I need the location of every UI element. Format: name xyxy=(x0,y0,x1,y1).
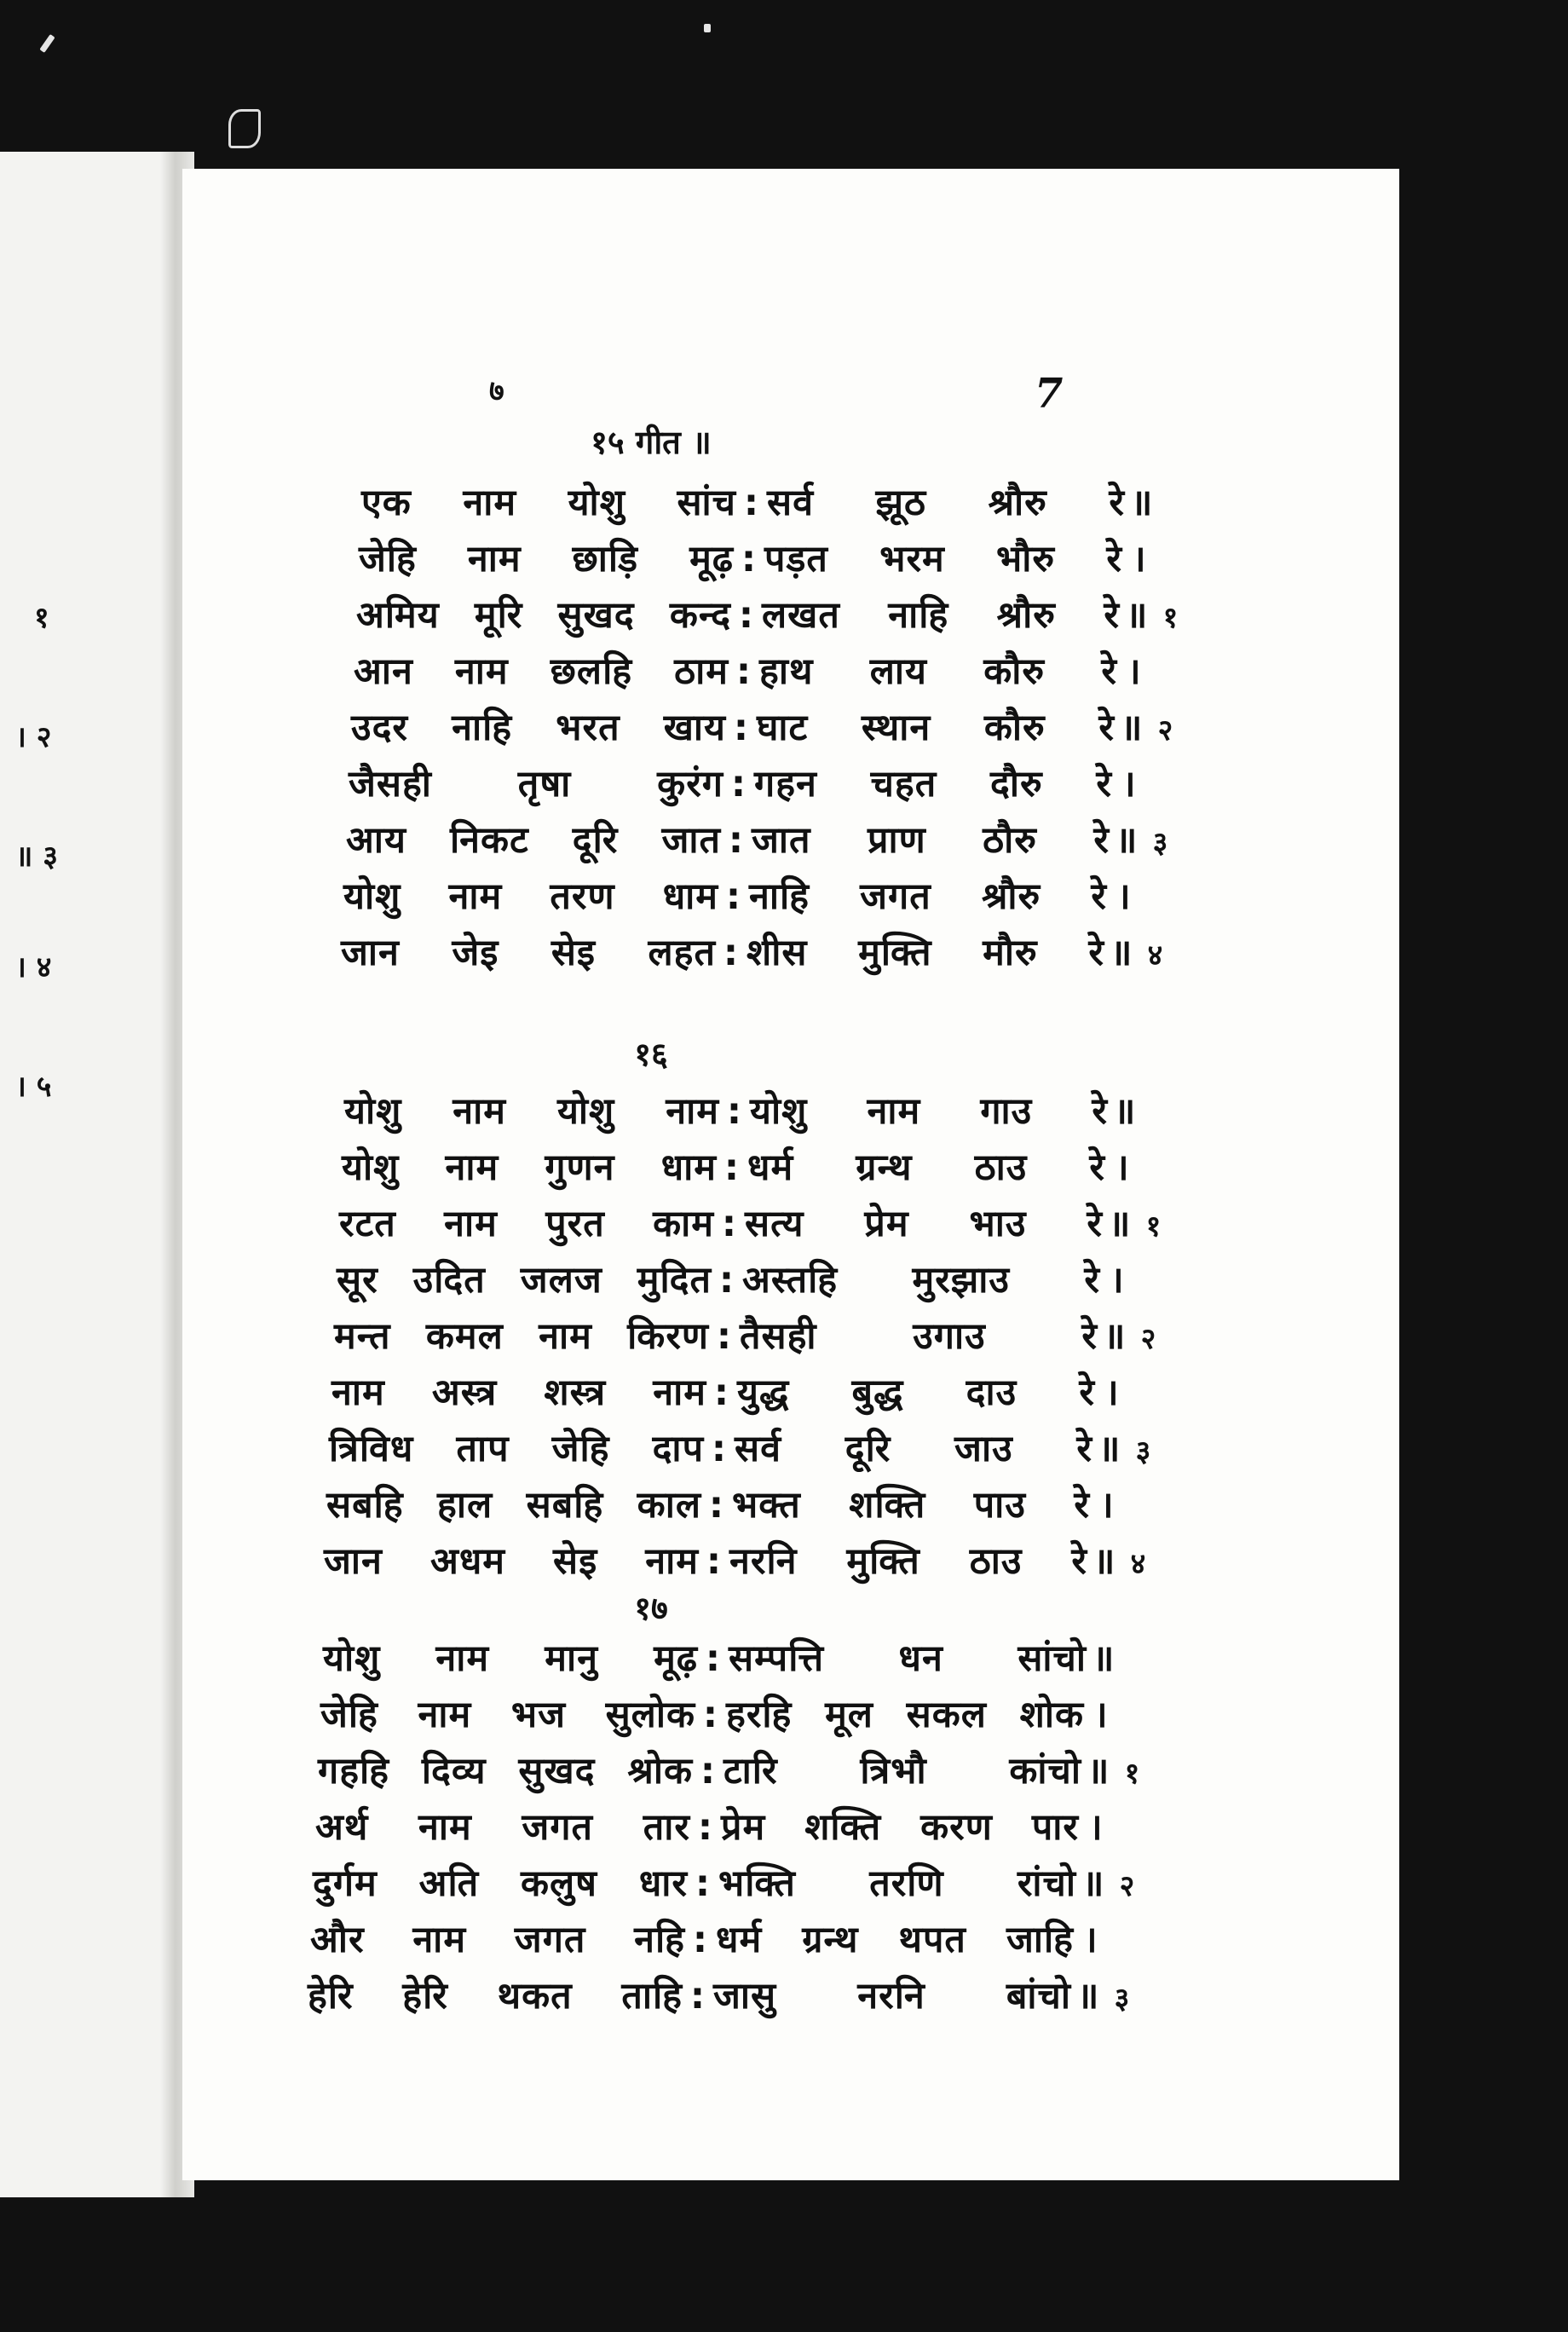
verse-line xyxy=(323,1631,1155,1682)
verse-second-half: लखत नाहि श्रौरु रे xyxy=(762,594,1120,637)
verse-second-half: टारि त्रिभौ कांचो xyxy=(723,1750,1081,1792)
verse-first-half: जान अधम सेइ नाम xyxy=(324,1540,699,1583)
verse-danda: । xyxy=(1115,1146,1130,1189)
verse-line xyxy=(361,476,1193,526)
verse-danda: । xyxy=(1088,1806,1104,1849)
verse-number: ३ xyxy=(1114,1982,1131,2016)
verse-first-half: गहहि दिव्य सुखद श्रोक xyxy=(318,1750,693,1792)
verse-colon: : xyxy=(711,1428,728,1470)
verse-number: २ xyxy=(1140,1322,1157,1356)
verse-second-half: नरनि मुक्ति ठाउ रे xyxy=(729,1540,1087,1583)
verse-number: ४ xyxy=(1147,938,1164,973)
page-number-devanagari: ७ xyxy=(489,374,504,408)
song17-title: १७ xyxy=(634,1590,668,1627)
verse-line xyxy=(308,1969,1139,2019)
verse-line xyxy=(315,1800,1147,1850)
verse-first-half: सबहि हाल सबहि काल xyxy=(326,1484,701,1527)
verse-line xyxy=(331,1365,1163,1416)
verse-danda: । xyxy=(1127,650,1142,693)
verse-second-half: जात प्राण ठौरु रे xyxy=(752,819,1110,862)
verse-first-half: दुर्गम अति कलुष धार xyxy=(313,1862,688,1905)
verse-first-half: मन्त कमल नाम किरण xyxy=(334,1315,709,1358)
scan-mark xyxy=(228,109,261,148)
verse-line xyxy=(318,1744,1150,1794)
verse-second-half: धर्म ग्रन्थ ठाउ रे xyxy=(747,1146,1105,1189)
verse-danda: । xyxy=(1099,1484,1115,1527)
verse-second-half: सर्व दूरि जाउ रे xyxy=(735,1428,1092,1470)
left-margin-number: । ४ xyxy=(15,950,52,984)
verse-first-half: जेहि नाम भज सुलोक xyxy=(320,1694,695,1736)
verse-colon: : xyxy=(695,1862,712,1905)
verse-first-half: नाम अस्त्र शस्त्र नाम xyxy=(331,1371,706,1414)
verse-second-half: सर्व झूठ श्रौरु रे xyxy=(767,482,1125,524)
verse-danda: ॥ xyxy=(1130,482,1154,524)
verse-colon: : xyxy=(741,538,758,580)
verse-colon: : xyxy=(735,650,752,693)
verse-line xyxy=(342,1140,1173,1191)
verse-line xyxy=(346,813,1178,863)
verse-colon: : xyxy=(725,875,742,918)
verse-colon: : xyxy=(723,1146,741,1189)
verse-danda: । xyxy=(1083,1919,1098,1961)
verse-first-half: आय निकट दूरि जात xyxy=(346,819,721,862)
verse-line xyxy=(354,644,1185,695)
verse-colon: : xyxy=(713,1371,730,1414)
verse-danda: ॥ xyxy=(1108,1203,1132,1245)
verse-first-half: जैसही तृषा कुरंग xyxy=(349,763,723,805)
verse-line xyxy=(349,757,1180,807)
verse-danda: ॥ xyxy=(1081,1862,1105,1905)
verse-second-half: भक्ति तरणि रांचो xyxy=(718,1862,1076,1905)
verse-colon: : xyxy=(730,763,747,805)
verse-first-half: योशु नाम मानु मूढ़ xyxy=(323,1637,698,1680)
verse-danda: । xyxy=(1104,1371,1120,1414)
verse-line xyxy=(344,1084,1176,1134)
verse-second-half: जासु नरनि बांचो xyxy=(713,1975,1071,2017)
verse-first-half: रटत नाम पुरत काम xyxy=(339,1203,714,1245)
verse-number: १ xyxy=(1124,1757,1141,1791)
verse-second-half: अस्तहि मुरझाउ रे xyxy=(742,1259,1100,1302)
verse-first-half: हेरि हेरि थकत ताहि xyxy=(308,1975,683,2017)
left-margin-number: १ xyxy=(34,601,49,635)
verse-first-half: योशु नाम तरण धाम xyxy=(343,875,718,918)
scan-speck xyxy=(39,34,55,53)
verse-second-half: भक्त शक्ति पाउ रे xyxy=(732,1484,1090,1527)
verse-second-half: योशु नाम गाउ रे xyxy=(750,1090,1108,1133)
verse-colon: : xyxy=(738,594,755,637)
verse-danda: । xyxy=(1093,1694,1109,1736)
verse-colon: : xyxy=(718,1259,735,1302)
verse-colon: : xyxy=(716,1315,733,1358)
verse-first-half: जेहि नाम छाड़ि मूढ़ xyxy=(359,538,734,580)
verse-line xyxy=(351,701,1183,751)
verse-line xyxy=(310,1913,1142,1963)
verse-colon: : xyxy=(743,482,760,524)
verse-first-half: अर्थ नाम जगत तार xyxy=(315,1806,690,1849)
verse-danda: ॥ xyxy=(1076,1975,1100,2017)
verse-number: ३ xyxy=(1135,1434,1152,1469)
verse-colon: : xyxy=(708,1484,725,1527)
verse-colon: : xyxy=(689,1975,706,2017)
verse-second-half: शीस मुक्ति मौरु रे xyxy=(747,932,1104,974)
verse-line xyxy=(334,1309,1166,1359)
verse-line xyxy=(324,1534,1156,1584)
verse-line xyxy=(313,1856,1144,1907)
verse-first-half: आन नाम छलहि ठाम xyxy=(354,650,729,693)
verse-danda: ॥ xyxy=(1115,819,1139,862)
left-margin-number: । २ xyxy=(15,720,52,754)
verse-number: २ xyxy=(1157,713,1174,748)
right-page xyxy=(182,169,1399,2180)
verse-first-half: उदर नाहि भरत खाय xyxy=(351,707,726,749)
verse-first-half: और नाम जगत नहि xyxy=(310,1919,685,1961)
song16-title: १६ xyxy=(634,1036,668,1073)
verse-second-half: घाट स्थान कौरु रे xyxy=(757,707,1115,749)
verse-danda: ॥ xyxy=(1125,594,1149,637)
verse-danda: । xyxy=(1110,1259,1125,1302)
verse-second-half: नाहि जगत श्रौरु रे xyxy=(749,875,1107,918)
verse-second-half: हाथ लाय कौरु रे xyxy=(759,650,1117,693)
verse-danda: ॥ xyxy=(1113,1090,1137,1133)
verse-danda: ॥ xyxy=(1120,707,1144,749)
verse-danda: ॥ xyxy=(1092,1540,1116,1583)
verse-colon: : xyxy=(705,1637,722,1680)
verse-danda: ॥ xyxy=(1087,1750,1110,1792)
verse-first-half: योशु नाम योशु नाम xyxy=(344,1090,719,1133)
verse-line xyxy=(359,532,1190,582)
verse-line xyxy=(339,1197,1171,1247)
verse-danda: । xyxy=(1121,763,1137,805)
verse-danda: ॥ xyxy=(1103,1315,1127,1358)
verse-second-half: सत्य प्रेम भाउ रे xyxy=(745,1203,1103,1245)
verse-colon: : xyxy=(723,932,740,974)
verse-line xyxy=(337,1253,1168,1303)
verse-line xyxy=(326,1478,1158,1528)
verse-first-half: सूर उदित जलज मुदित xyxy=(337,1259,712,1302)
verse-second-half: पड़त भरम भौरु रे xyxy=(764,538,1122,580)
verse-danda: । xyxy=(1116,875,1132,918)
left-margin-number: । ५ xyxy=(15,1070,52,1104)
verse-line xyxy=(329,1422,1161,1472)
verse-colon: : xyxy=(706,1540,723,1583)
scan-speck xyxy=(704,24,711,32)
page-number-arabic: 7 xyxy=(1035,370,1064,418)
verse-first-half: अमिय मूरि सुखद कन्द xyxy=(356,594,731,637)
verse-danda: ॥ xyxy=(1092,1637,1115,1680)
verse-second-half: प्रेम शक्ति करण पार xyxy=(721,1806,1079,1849)
verse-number: १ xyxy=(1145,1209,1162,1244)
verse-line xyxy=(343,869,1175,920)
verse-second-half: युद्ध बुद्ध दाउ रे xyxy=(737,1371,1095,1414)
verse-number: ४ xyxy=(1130,1547,1147,1581)
verse-first-half: जान जेइ सेइ लहत xyxy=(341,932,716,974)
verse-second-half: गहन चहत दौरु रे xyxy=(754,763,1112,805)
verse-first-half: एक नाम योशु सांच xyxy=(361,482,736,524)
verse-colon: : xyxy=(697,1806,714,1849)
verse-danda: ॥ xyxy=(1110,932,1133,974)
verse-colon: : xyxy=(721,1203,738,1245)
verse-colon: : xyxy=(700,1750,717,1792)
left-margin-number: ॥ ३ xyxy=(15,840,58,874)
verse-number: १ xyxy=(1162,601,1179,635)
verse-colon: : xyxy=(692,1919,709,1961)
verse-colon: : xyxy=(726,1090,743,1133)
verse-danda: । xyxy=(1132,538,1147,580)
verse-second-half: सम्पत्ति धन सांचो xyxy=(729,1637,1087,1680)
verse-danda: ॥ xyxy=(1098,1428,1121,1470)
song15-title: १५ गीत ॥ xyxy=(591,424,712,461)
verse-second-half: हरहि मूल सकल शोक xyxy=(726,1694,1084,1736)
verse-line xyxy=(320,1688,1152,1738)
verse-first-half: त्रिविध ताप जेहि दाप xyxy=(329,1428,704,1470)
verse-second-half: धर्म ग्रन्थ थपत जाहि xyxy=(716,1919,1074,1961)
verse-first-half: योशु नाम गुणन धाम xyxy=(342,1146,717,1189)
verse-line xyxy=(341,926,1173,976)
verse-second-half: तैसही उगाउ रे xyxy=(740,1315,1098,1358)
verse-number: ३ xyxy=(1152,826,1169,860)
left-page xyxy=(0,152,183,2197)
verse-colon: : xyxy=(733,707,750,749)
verse-number: २ xyxy=(1119,1869,1136,1903)
verse-colon: : xyxy=(702,1694,719,1736)
verse-line xyxy=(356,588,1188,638)
verse-colon: : xyxy=(728,819,745,862)
